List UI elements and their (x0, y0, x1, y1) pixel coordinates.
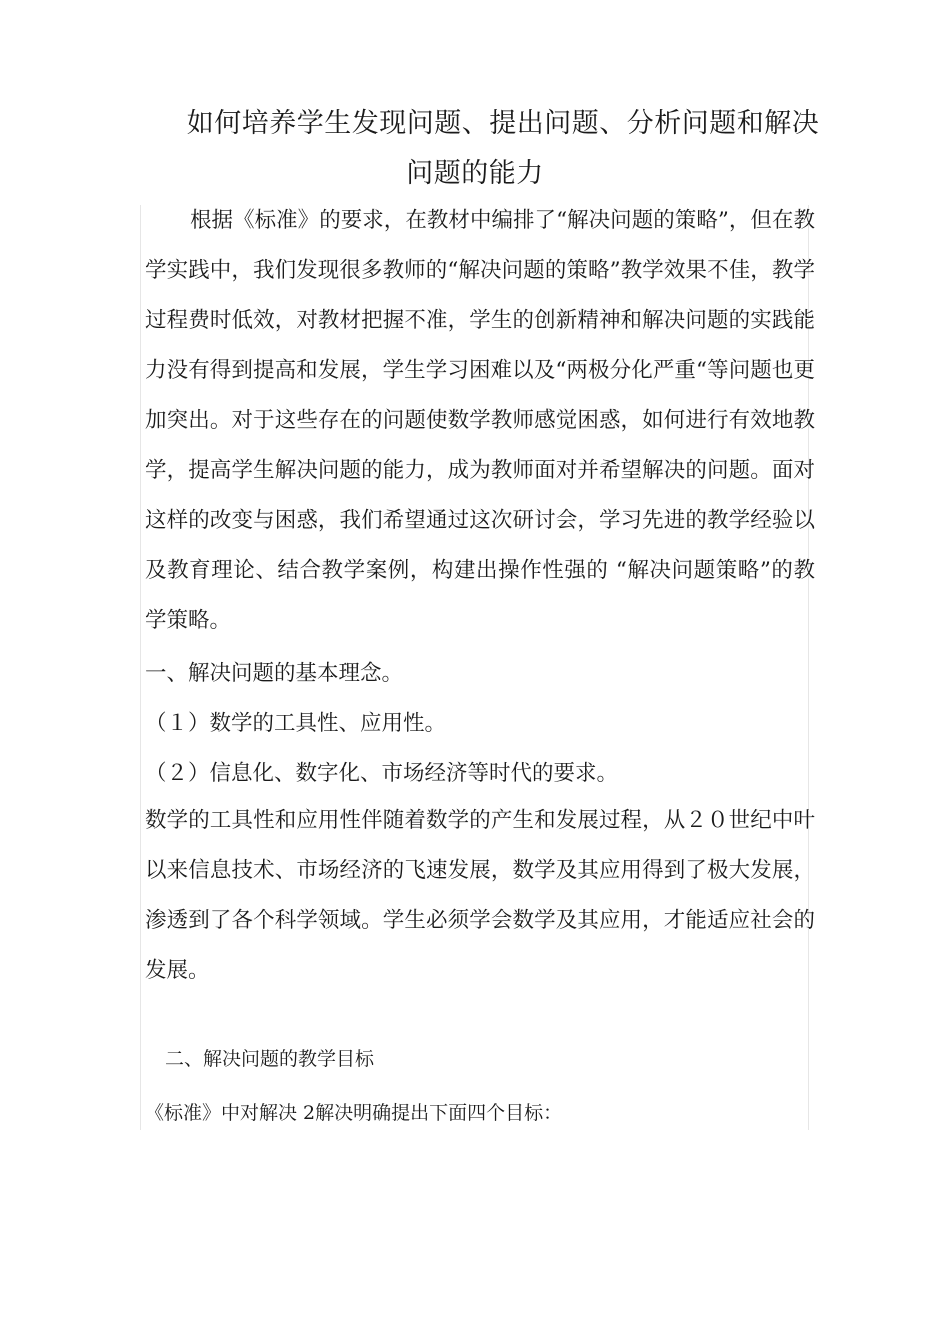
section1-heading: 一、解决问题的基本理念。 (145, 661, 404, 686)
section1-body: 数学的工具性和应用性伴随着数学的产生和发展过程，从２０世纪中叶以来信息技术、市场经济的飞速发展，数学及其应用得到了极大发展，渗透到了各个科学领域。学生必须学会数学及其应用，才能适应社会的发展。 (145, 808, 815, 983)
document-title-line-1: 如何培养学生发现问题、提出问题、分析问题和解决 (186, 108, 820, 139)
intro-paragraph: 根据《标准》的要求，在教材中编排了“解决问题的策略”，但在教学实践中，我们发现很多教师的“解决问题的策略”教学效果不佳，教学过程费时低效，对教材把握不准，学生的创新精神和解决问题的实践能力没有得到提高和发展，学生学习困难以及“两极分化严重“等问题也更加突出。对于这些存在的问题使数学教师感觉困惑，如何进行有效地教学，提高学生解决问题的能力，成为教师面对并希望解决的问题。面对这样的改变与困惑，我们希望通过这次研讨会，学习先进的教学经验以及教育理论、结合教学案例，构建出操作性强的 “解决问题策略”的教学策略。 (145, 208, 815, 633)
section2-heading: 二、解决问题的教学目标 (165, 1048, 375, 1070)
page-frame-left-line (140, 205, 141, 1130)
section2-intro: 《标准》中对解决 2解决明确提出下面四个目标： (145, 1102, 563, 1124)
section1-item-1: （１）数学的工具性、应用性。 (145, 711, 447, 736)
document-title-line-2: 问题的能力 (406, 158, 544, 189)
section1-item-2: （２）信息化、数字化、市场经济等时代的要求。 (145, 761, 619, 786)
